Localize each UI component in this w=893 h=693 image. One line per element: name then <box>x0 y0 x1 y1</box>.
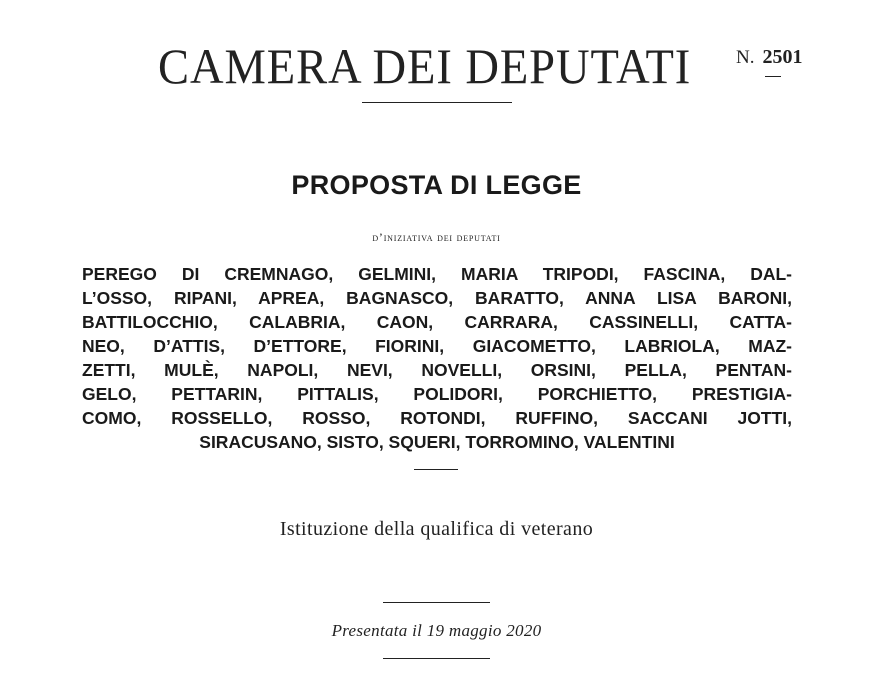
authors-line: L’OSSO, RIPANI, APREA, BAGNASCO, BARATTO, ANNA LISA BARONI, <box>82 288 792 308</box>
bill-number <box>736 46 802 69</box>
authors-line: COMO, ROSSELLO, ROSSO, ROTONDI, RUFFINO, SACCANI JOTTI, <box>82 408 792 428</box>
authors-line: NEO, D’ATTIS, D’ETTORE, FIORINI, GIACOMETTO, LABRIOLA, MAZ- <box>82 336 792 356</box>
chamber-title: CAMERA DEI DEPUTATI <box>158 38 692 94</box>
document-type-heading: PROPOSTA DI LEGGE <box>291 170 582 200</box>
authors-line: SIRACUSANO, SISTO, SQUERI, TORROMINO, VALENTINI <box>199 432 675 452</box>
initiative-line: d’iniziativa dei deputati <box>372 230 501 244</box>
authors-line: ZETTI, MULÈ, NAPOLI, NEVI, NOVELLI, ORSINI, PELLA, PENTAN- <box>82 360 792 380</box>
bill-number-prefix: N. <box>736 47 755 68</box>
authors-line: GELO, PETTARIN, PITTALIS, POLIDORI, PORCHIETTO, PRESTIGIA- <box>82 384 792 404</box>
presentation-date: Presentata il 19 maggio 2020 <box>331 621 542 640</box>
bill-number-value: 2501 <box>762 46 803 68</box>
authors-line: PEREGO DI CREMNAGO, GELMINI, MARIA TRIPODI, FASCINA, DAL- <box>82 264 792 284</box>
header-divider <box>362 102 512 103</box>
date-divider-bottom <box>383 658 490 659</box>
authors-divider <box>414 469 458 470</box>
authors-line: BATTILOCCHIO, CALABRIA, CAON, CARRARA, CASSINELLI, CATTA- <box>82 312 792 332</box>
authors-block <box>82 262 792 454</box>
bill-subject: Istituzione della qualifica di veterano <box>279 518 594 540</box>
bill-number-underline <box>765 76 781 77</box>
date-divider-top <box>383 602 490 603</box>
